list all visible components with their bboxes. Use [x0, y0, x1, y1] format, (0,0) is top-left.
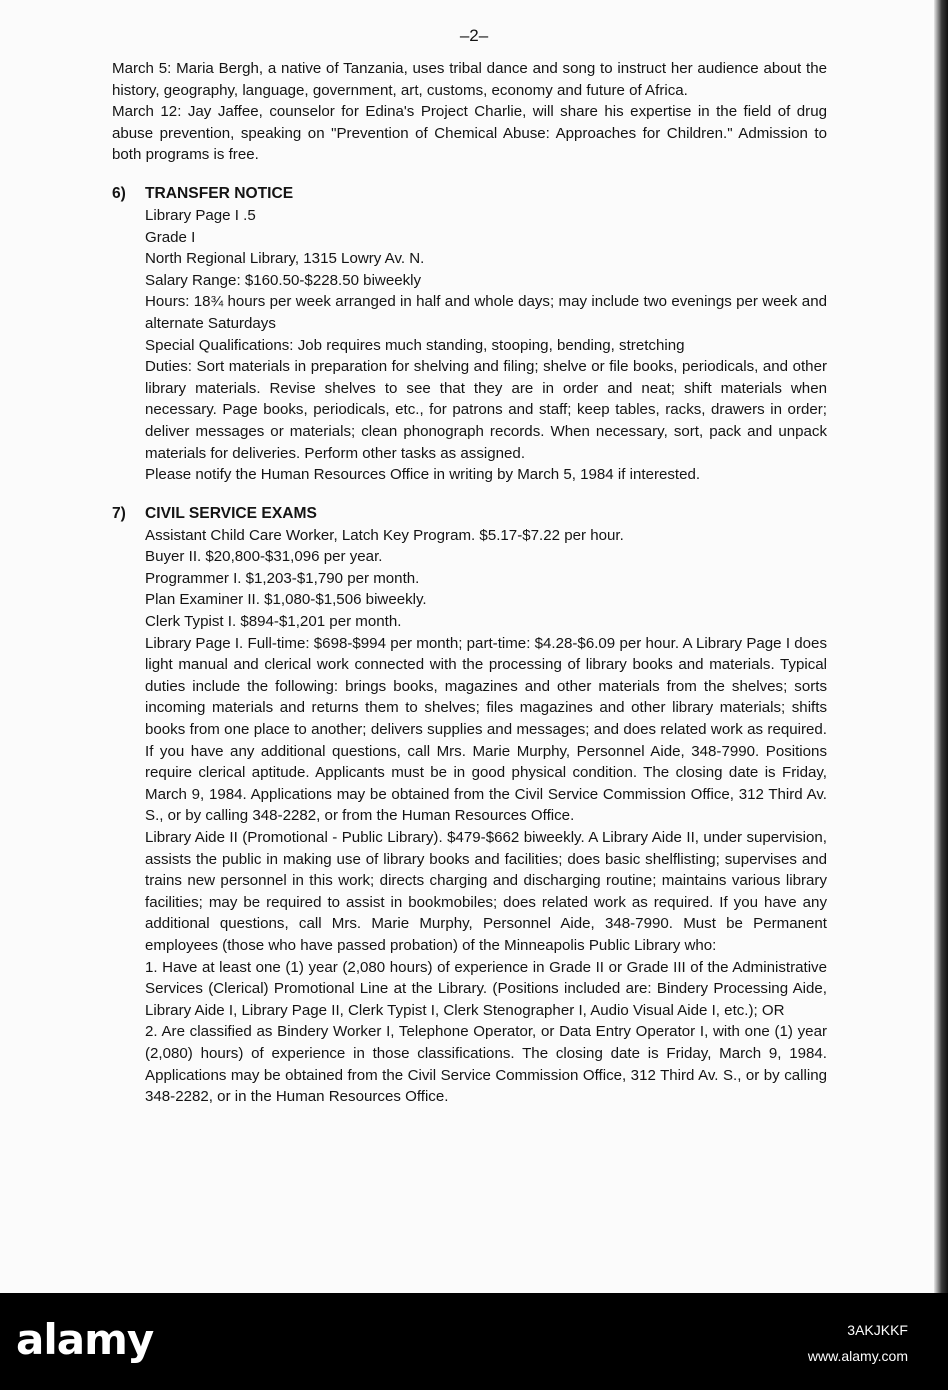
library-page-description: Library Page I. Full-time: $698-$994 per month; part-time: $4.28-$6.09 per hour. A Library Page I does light manual and clerical work connected with the processing of library books and materials. Typical duties include the following: brings books, magazines and other materials from the shelves; sorts incoming materials and returns them to shelves; files magazines and other library materials; shifts books from one place to another; delivers supplies and messages; and does related work as required. If you have any additional questions, call Mrs. Marie Murphy, Personnel Aide, 348-7990. Positions require clerical aptitude. Applicants must be in good physical condition. The closing date is Friday, March 9, 1984. Applications may be obtained from the Civil Service Commission Office, 312 Third Av. S., or by calling 348-2282, or from the Human Resources Office.	[145, 634, 827, 825]
intro-paragraph-1: March 5: Maria Bergh, a native of Tanzania, uses tribal dance and song to instruct her audience about the history, geography, language, government, art, customs, economy and future of Africa.	[112, 60, 827, 99]
section-civil-service-exams	[112, 503, 827, 1108]
position-title: Library Page I .5	[145, 206, 256, 224]
section-heading	[112, 183, 827, 205]
page-number: –2–	[459, 26, 489, 45]
library-aide-description: Library Aide II (Promotional - Public Library). $479-$662 biweekly. A Library Aide II, under supervision, assists the public in making use of library books and facilities; does basic shelflisting; supervises and trains new personnel in this work; directs charging and discharging routine; maintains various library facilities; may be required to assist in bookmobiles; does related work as required. If you have any additional questions, call Mrs. Marie Murphy, Personnel Aide, 348-7990. Must be Permanent employees (those who have passed probation) of the Minneapolis Public Library who:	[145, 829, 827, 954]
watermark-banner	[0, 1293, 948, 1390]
alamy-logo: alamy	[16, 1315, 154, 1364]
site-url: www.alamy.com	[807, 1348, 908, 1364]
section-body	[112, 205, 827, 486]
scan-edge	[934, 0, 948, 1293]
special-qualifications: Special Qualifications: Job requires much standing, stooping, bending, stretching	[145, 336, 685, 354]
section-heading	[112, 503, 827, 525]
section-number: 6)	[112, 184, 126, 202]
section-body	[112, 525, 827, 1108]
position-location: North Regional Library, 1315 Lowry Av. N.	[145, 250, 425, 268]
exam-listing: Buyer II. $20,800-$31,096 per year.	[145, 548, 383, 566]
intro-paragraph-2: March 12: Jay Jaffee, counselor for Edina's Project Charlie, will share his expertise in the field of drug abuse prevention, speaking on "Prevention of Chemical Abuse: Approaches for Children." Admission to both programs is free.	[112, 103, 827, 164]
hours: Hours: 18¾ hours per week arranged in half and whole days; may include two evenings per week and alternate Saturdays	[145, 293, 827, 332]
section-title: TRANSFER NOTICE	[145, 184, 294, 202]
image-id: 3AKJKKF	[847, 1322, 908, 1338]
exam-listing: Plan Examiner II. $1,080-$1,506 biweekly.	[145, 591, 427, 609]
eligibility-item-1: 1. Have at least one (1) year (2,080 hours) of experience in Grade II or Grade III of the Administrative Services (Clerical) Promotional Line at the Library. (Positions included are: Bindery Processing Aide, Library Aide I, Library Page II, Clerk Typist I, Clerk Stenographer I, Audio Visual Aide I, etc.); OR	[145, 958, 827, 1019]
exam-listing: Clerk Typist I. $894-$1,201 per month.	[145, 613, 402, 631]
exam-listing: Programmer I. $1,203-$1,790 per month.	[145, 569, 420, 587]
section-transfer-notice	[112, 183, 827, 486]
notify-note: Please notify the Human Resources Office in writing by March 5, 1984 if interested.	[145, 466, 701, 484]
eligibility-item-2: 2. Are classified as Bindery Worker I, Telephone Operator, or Data Entry Operator I, with one (1) year (2,080) hours) of experience in those classifications. The closing date is Friday, March 9, 1984. Applications may be obtained from the Civil Service Commission Office, 312 Third Av. S., or by calling 348-2282, or in the Human Resources Office.	[145, 1023, 827, 1106]
position-grade: Grade I	[145, 228, 196, 246]
duties: Duties: Sort materials in preparation for shelving and filing; shelve or file books, periodicals, and other library materials. Revise shelves to see that they are in order and neat; shift materials when necessary. Page books, periodicals, etc., for patrons and staff; keep tables, racks, drawers in order; deliver messages or materials; clean phonograph records. When necessary, sort, pack and unpack materials for deliveries. Perform other tasks as assigned.	[145, 358, 827, 462]
section-number: 7)	[112, 504, 126, 522]
section-title: CIVIL SERVICE EXAMS	[145, 504, 317, 522]
document-body	[112, 58, 827, 1108]
exam-listing: Assistant Child Care Worker, Latch Key Program. $5.17-$7.22 per hour.	[145, 526, 624, 544]
salary-range: Salary Range: $160.50-$228.50 biweekly	[145, 271, 422, 289]
watermark-info	[808, 1317, 908, 1369]
